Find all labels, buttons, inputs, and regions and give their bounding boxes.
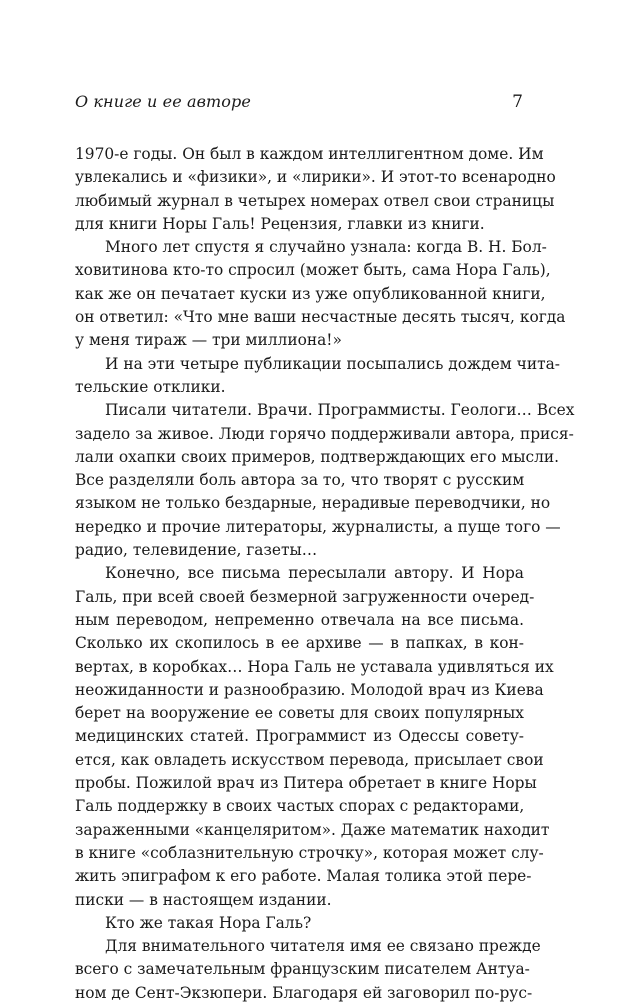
text-line: Много лет спустя я случайно узнала: когда В. Н. Бол-	[105, 238, 547, 257]
text-line: Писали читатели. Врачи. Программисты. Геологи… Всех	[105, 401, 575, 420]
text-line: нередко и прочие литераторы, журналисты, а пуще того —	[75, 517, 561, 536]
text-line: любимый журнал в четырех номерах отвел свои страницы	[75, 191, 555, 210]
text-line: пробы. Пожилой врач из Питера обретает в книге Норы	[75, 774, 537, 793]
text-line: как же он печатает куски из уже опубликованной книги,	[75, 284, 546, 303]
page-number: 7	[512, 92, 523, 112]
text-line: увлекались и «физики», и «лирики». И этот-то всенародно	[75, 168, 556, 187]
text-line: лали охапки своих примеров, подтверждающих его мысли.	[75, 447, 560, 466]
text-line: писки — в настоящем издании.	[75, 890, 332, 909]
text-line: ется, как овладеть искусством перевода, присылает свои	[75, 750, 544, 769]
text-line: Галь поддержку в своих частых спорах с редакторами,	[75, 797, 525, 816]
text-line: языком не только бездарные, нерадивые переводчики, но	[75, 494, 551, 513]
text-line: ховитинова кто-то спросил (может быть, сама Нора Галь),	[75, 261, 551, 280]
text-line: радио, телевидение, газеты…	[75, 541, 318, 560]
text-line: ном де Сент-Экзюпери. Благодаря ей заговорил по-рус-	[75, 983, 533, 1002]
text-line: всего с замечательным французским писателем Антуа-	[75, 960, 530, 979]
text-line: Кто же такая Нора Галь?	[105, 913, 312, 932]
page-header	[75, 92, 523, 116]
text-line: в книге «соблазнительную строчку», которая может слу-	[75, 843, 544, 862]
text-line: Сколько их скопилось в ее архиве — в папках, в кон-	[75, 634, 524, 653]
text-line: жить эпиграфом к его работе. Малая толика этой пере-	[75, 867, 532, 886]
body-text	[75, 143, 575, 1005]
text-line: ным переводом, непременно отвечала на все письма.	[75, 610, 524, 629]
text-line: берет на вооружение ее советы для своих популярных	[75, 704, 524, 723]
text-line: задело за живое. Люди горячо поддерживали автора, прися-	[75, 424, 574, 443]
text-line: Все разделяли боль автора за то, что творят с русским	[75, 471, 525, 490]
text-line: зараженными «канцеляритом». Даже математик находит	[75, 820, 550, 839]
text-line: тельские отклики.	[75, 377, 226, 396]
text-line: вертах, в коробках… Нора Галь не уставала удивляться их	[75, 657, 554, 676]
text-line: Для внимательного читателя имя ее связано прежде	[105, 937, 541, 956]
text-line: он ответил: «Что мне ваши несчастные десять тысяч, когда	[75, 308, 566, 327]
text-line: для книги Норы Галь! Рецензия, главки из книги.	[75, 214, 485, 233]
running-title: О книге и ее авторе	[75, 92, 251, 111]
text-line: у меня тираж — три миллиона!»	[75, 331, 342, 350]
text-line: Галь, при всей своей безмерной загруженности очеред-	[75, 587, 535, 606]
text-line: Конечно, все письма пересылали автору. И Нора	[105, 564, 524, 583]
text-line: И на эти четыре публикации посыпались дождем чита-	[105, 354, 560, 373]
text-line: медицинских статей. Программист из Одессы совету-	[75, 727, 524, 746]
text-line: 1970-е годы. Он был в каждом интеллигентном доме. Им	[75, 145, 544, 163]
text-line: неожиданности и разнообразию. Молодой врач из Киева	[75, 680, 544, 699]
